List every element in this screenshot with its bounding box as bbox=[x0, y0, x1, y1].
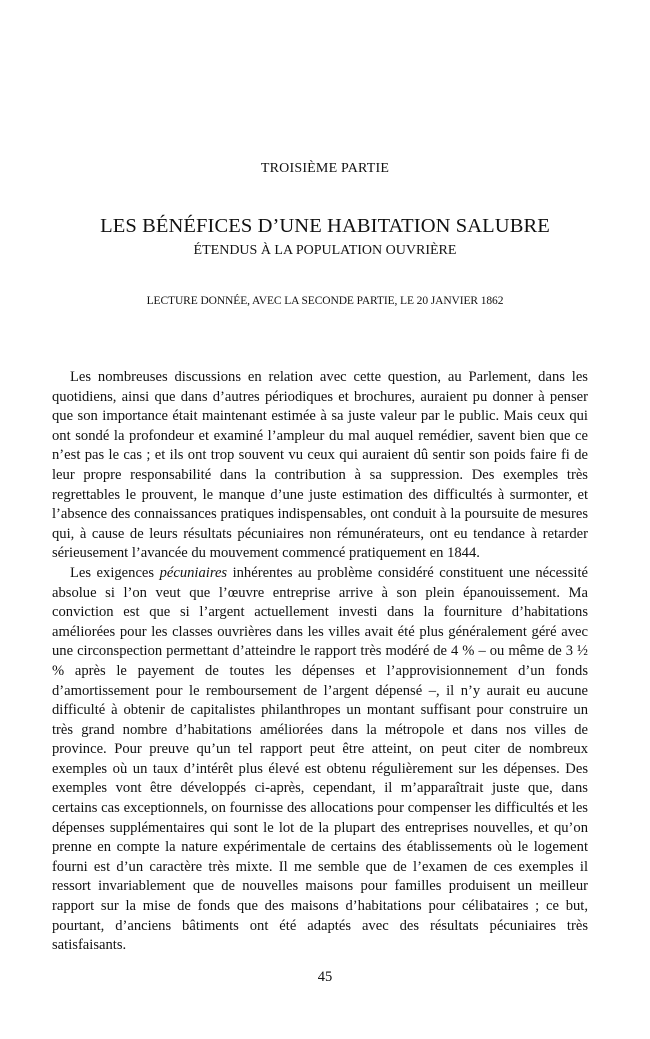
paragraph-2-rest: inhérentes au problème considéré constituent une nécessité absolue si l’on veut que l’œuvre entreprise arrive à son plein épanouissement. Ma conviction est que si l’argent actuellement investi dans la fourniture d’habitations améliorées pour les classes ouvrières dans les villes avait été plus généralement géré avec une circonspection permettant d’atteindre le rapport très modéré de 4 % – ou même de 3 ½ % après le payement de toutes les dépenses et l’approvisionnement d’un fonds d’amortissement pour le remboursement de l’argent dépensé –, il n’y aurait eu aucune difficulté à obtenir de capitalistes philanthropes un montant suffisant pour construire un très grand nombre d’habitations améliorées dans la métropole et dans nos villes de province. Pour preuve qu’un tel rapport peut être atteint, on peut citer de nombreux exemples où un taux d’intérêt plus élevé est obtenu régulièrement sur les dépenses. Des exemples vont être développés ci-après, cependant, il m’apparaîtrait juste que, dans certains cas exceptionnels, on fournisse des allocations pour compenser les difficultés et les dépenses supplémentaires qui sont le lot de la plupart des entreprises nouvelles, et qu’on prenne en compte la nature expérimentale de certains des établissements où le logement fourni est d’un caractère très mixte. Il me semble que de l’examen de ces exemples il ressort invariablement que de nouvelles maisons pour familles produisent un meilleur rapport sur la mise de fonds que des maisons d’habitations pour célibataires ; ce but, pourtant, d’anciens bâtiments ont été adaptés avec des résultats pécuniaires très satisfaisants. bbox=[52, 564, 588, 954]
page-number: 45 bbox=[317, 969, 333, 985]
paragraph-1: Les nombreuses discussions en relation avec cette question, au Parlement, dans les quotidiens, ainsi que dans d’autres périodiques et brochures, auraient pu donner à penser que son importance était maintenant estimée à sa juste valeur par le public. Mais ceux qui ont sondé la profondeur et examiné l’ampleur du mal auquel remédier, savent bien que ce n’est pas le cas ; et ils ont trop souvent vu ceux qui auraient dû sentir son poids faire fi de leur propre responsabilité dans la contribution à sa suppression. Des exemples très regrettables le prouvent, le manque d’une juste estimation des difficultés à surmonter, et l’absence des connaissances pratiques indispensables, ont conduit à la poursuite de mesures qui, à cause de leurs résultats pécuniaires non rémunérateurs, ont eu tendance à retarder sérieusement l’avancée du mouvement commencé pratiquement en 1844. bbox=[52, 369, 588, 562]
paragraph-2 bbox=[52, 564, 588, 956]
chapter-title: LES BÉNÉFICES D’UNE HABITATION SALUBRE bbox=[100, 215, 550, 237]
paragraph-2-start: Les exigences bbox=[70, 564, 160, 581]
body-text bbox=[52, 368, 588, 956]
part-title: TROISIÈME PARTIE bbox=[260, 161, 390, 176]
lecture-note: LECTURE DONNÉE, AVEC LA SECONDE PARTIE, LE 20 JANVIER 1862 bbox=[146, 295, 504, 307]
paragraph-2-emphasis: pécuniaires bbox=[159, 564, 228, 581]
chapter-subtitle: ÉTENDUS À LA POPULATION OUVRIÈRE bbox=[193, 243, 457, 258]
